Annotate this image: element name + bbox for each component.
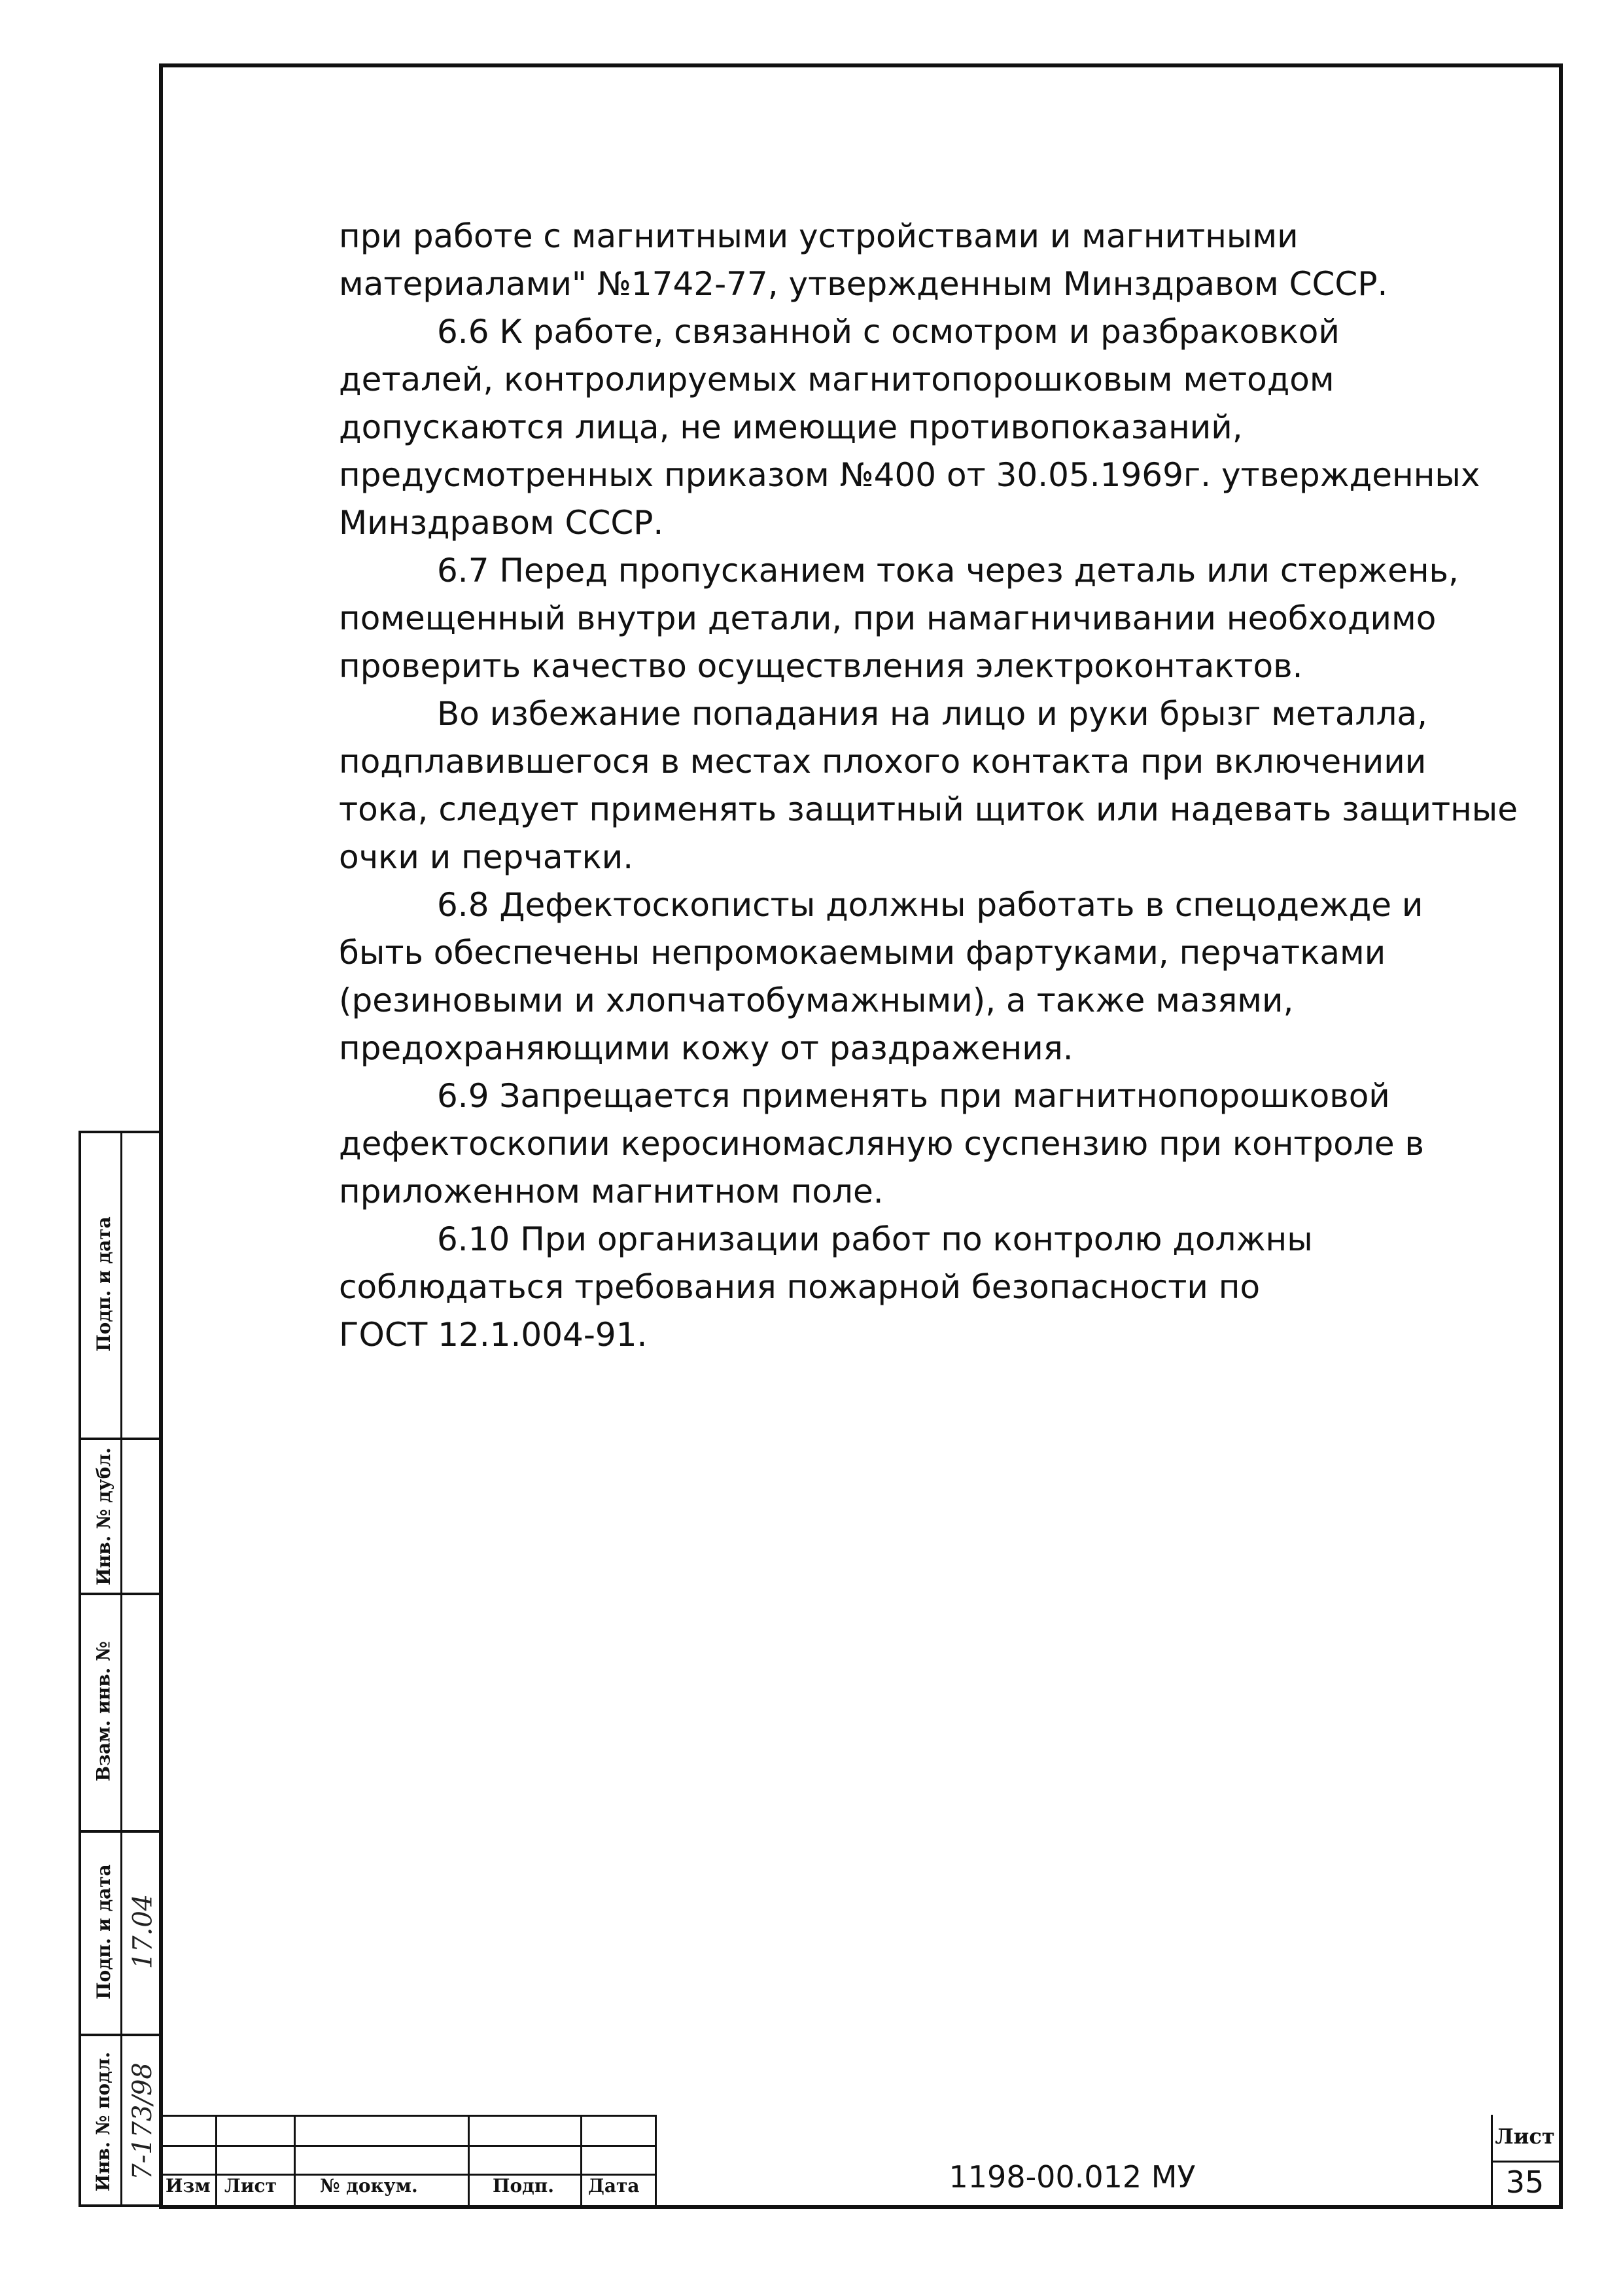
handwritten-inventory-number: 7-173/98 [128, 2062, 158, 2180]
header-sheet: Лист [224, 2175, 277, 2197]
side-column-divider [120, 1133, 122, 2204]
body-line: приложенном магнитном поле. [339, 1173, 884, 1210]
body-line: предусмотренных приказом №400 от 30.05.1969г. утвержденных [339, 456, 1480, 494]
body-line: проверить качество осуществления электроконтактов. [339, 647, 1303, 685]
side-row-divider [81, 1830, 163, 1833]
document-code: 1198-00.012 МУ [949, 2159, 1196, 2195]
handwritten-signature-date: 17.04 [128, 1894, 158, 1969]
side-row-divider [81, 1438, 163, 1440]
body-line: 6.9 Запрещается применять при магнитнопорошковой [437, 1077, 1390, 1115]
side-stamp-block [79, 1131, 163, 2207]
body-line: быть обеспечены непромокаемыми фартуками, перчатками [339, 934, 1386, 972]
body-line: дефектоскопии керосиномасляную суспензию при контроле в [339, 1125, 1424, 1163]
header-document-no: № докум. [320, 2175, 418, 2197]
body-line: тока, следует применять защитный щиток или надевать защитные [339, 790, 1518, 828]
body-line: подплавившегося в местах плохого контакта при включениии [339, 743, 1427, 781]
header-change: Изм [166, 2175, 211, 2197]
title-block-col-line [655, 2115, 657, 2205]
title-block-col-line [215, 2115, 217, 2205]
body-line: ГОСТ 12.1.004-91. [339, 1316, 648, 1354]
body-line: 6.7 Перед пропусканием тока через деталь или стержень, [437, 552, 1459, 590]
title-block-col-line [580, 2115, 582, 2205]
body-line: предохраняющими кожу от раздражения. [339, 1029, 1073, 1067]
body-line: материалами" №1742-77, утвержденным Минздравом СССР. [339, 265, 1388, 303]
header-date: Дата [588, 2175, 640, 2197]
side-label-sign-date-top: Подп. и дата [92, 1216, 114, 1352]
body-line: Минздравом СССР. [339, 504, 664, 542]
side-label-sign-date-bottom: Подп. и дата [92, 1863, 114, 2000]
body-line: 6.10 При организации работ по контролю должны [437, 1220, 1313, 1258]
side-label-dup-inventory: Инв. № дубл. [92, 1447, 114, 1585]
body-line: деталей, контролируемых магнитопорошковым методом [339, 361, 1335, 398]
side-label-original-inventory: Инв. № подл. [92, 2051, 114, 2191]
body-line: (резиновыми и хлопчатобумажными), а также мазями, [339, 981, 1294, 1019]
title-block-col-line [468, 2115, 470, 2205]
body-line: при работе с магнитными устройствами и магнитными [339, 217, 1299, 255]
body-line: допускаются лица, не имеющие противопоказаний, [339, 408, 1243, 446]
body-line: помещенный внутри детали, при намагничивании необходимо [339, 599, 1437, 637]
title-block-row-line [1491, 2161, 1559, 2163]
body-line: 6.6 К работе, связанной с осмотром и разбраковкой [437, 313, 1340, 351]
body-line: 6.8 Дефектоскописты должны работать в спецодежде и [437, 886, 1423, 924]
side-label-replacement-inventory: Взам. инв. № [92, 1641, 114, 1782]
title-block [163, 2115, 1559, 2205]
body-line: соблюдаться требования пожарной безопасности по [339, 1268, 1261, 1306]
body-line: Во избежание попадания на лицо и руки брызг металла, [437, 695, 1427, 733]
title-block-col-line [294, 2115, 296, 2205]
sheet-number: 35 [1505, 2164, 1544, 2200]
body-line: очки и перчатки. [339, 838, 634, 876]
document-body [339, 213, 1518, 1359]
header-signature: Подп. [493, 2175, 555, 2197]
sheet-label: Лист [1495, 2124, 1555, 2149]
